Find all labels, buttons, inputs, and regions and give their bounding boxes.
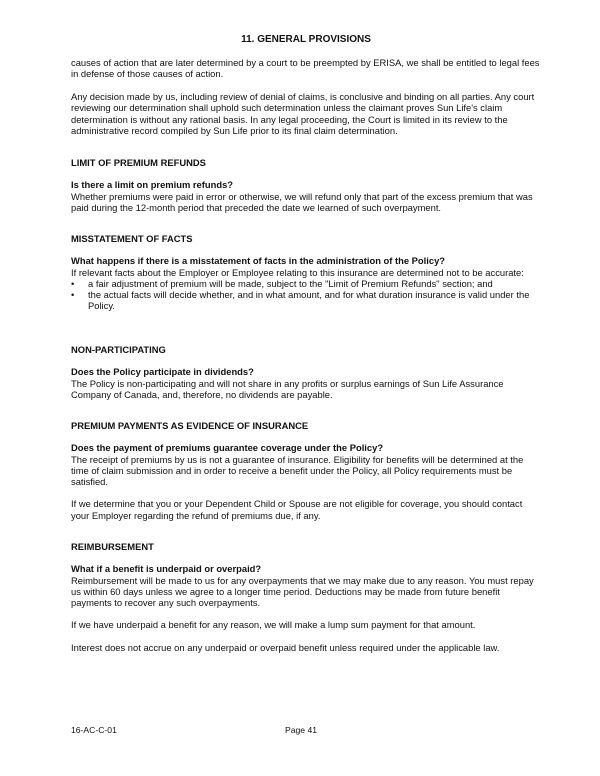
intro-paragraph-1 [71, 57, 541, 80]
intro-paragraph-2 [71, 91, 541, 136]
section-non-participating [71, 344, 541, 400]
section-body: Reimbursement will be made to us for any overpayments that we may make due to any reason. You must repay us within 60 days unless we agree to a longer time period. Deductions may be made from future benefit payments to recover any such overpayments. [71, 574, 534, 609]
section-misstatement-of-facts [71, 233, 541, 312]
section-body: If we have underpaid a benefit for any reason, we will make a lump sum payment for that amount. [71, 619, 476, 631]
section-reimbursement [71, 541, 541, 653]
paragraph-text: causes of action that are later determined by a court to be preempted by ERISA, we shall be entitled to legal fees in defense of those causes of action. [71, 57, 540, 80]
section-heading: PREMIUM PAYMENTS AS EVIDENCE OF INSURANCE [71, 420, 309, 431]
bullet-item [71, 289, 541, 312]
bullet-item [71, 278, 541, 289]
bullet-list [71, 278, 541, 312]
section-heading: NON-PARTICIPATING [71, 344, 166, 355]
section-heading: REIMBURSEMENT [71, 541, 154, 552]
footer-doc-id: 16-AC-C-01 [71, 725, 117, 735]
section-question: Is there a limit on premium refunds? [71, 179, 234, 191]
section-body: The Policy is non-participating and will not share in any profits or surplus earnings of Sun Life Assurance Company of Canada, and, therefore, no dividends are payable. [71, 377, 504, 400]
bullet-text: the actual facts will decide whether, and in what amount, and for what duration insurance is valid under the Policy. [88, 289, 530, 312]
section-question: What if a benefit is underpaid or overpaid? [71, 563, 262, 575]
section-limit-of-premium-refunds [71, 157, 541, 213]
section-question: Does the payment of premiums guarantee coverage under the Policy? [71, 442, 384, 454]
page-title: 11. GENERAL PROVISIONS [241, 34, 371, 45]
section-body: If we determine that you or your Dependent Child or Spouse are not eligible for coverage, you should contact your Employer regarding the refund of premiums due, if any. [71, 498, 523, 521]
bullet-icon: • [71, 289, 75, 301]
footer-page-number: Page 41 [285, 725, 318, 735]
section-body: Interest does not accrue on any underpaid or overpaid benefit unless required under the applicable law. [71, 641, 500, 653]
section-premium-payments [71, 420, 541, 521]
section-heading: MISSTATEMENT OF FACTS [71, 233, 193, 244]
paragraph-text: Any decision made by us, including review of denial of claims, is conclusive and binding on all parties. Any court reviewing our determination shall uphold such determination unless the claimant proves Sun Life's claim determination is without any rational basis. In any legal proceeding, the Court is limited in its review to the administrative record compiled by Sun Life prior to its final claim determination. [71, 91, 535, 136]
section-body: The receipt of premiums by us is not a guarantee of insurance. Eligibility for benefits will be determined at the time of claim submission and in order to receive a benefit under the Policy, all Policy requirements must be satisfied. [71, 453, 524, 488]
section-body: If relevant facts about the Employer or Employee relating to this insurance are determined not to be accurate: [71, 266, 524, 278]
bullet-text: a fair adjustment of premium will be made, subject to the "Limit of Premium Refunds" section; and [88, 277, 493, 289]
section-question: What happens if there is a misstatement of facts in the administration of the Policy? [71, 255, 446, 267]
section-question: Does the Policy participate in dividends? [71, 366, 254, 378]
section-heading: LIMIT OF PREMIUM REFUNDS [71, 157, 206, 168]
bullet-icon: • [71, 277, 75, 289]
section-body: Whether premiums were paid in error or otherwise, we will refund only that part of the excess premium that was paid during the 12-month period that preceded the date we learned of such overpayment. [71, 190, 533, 213]
